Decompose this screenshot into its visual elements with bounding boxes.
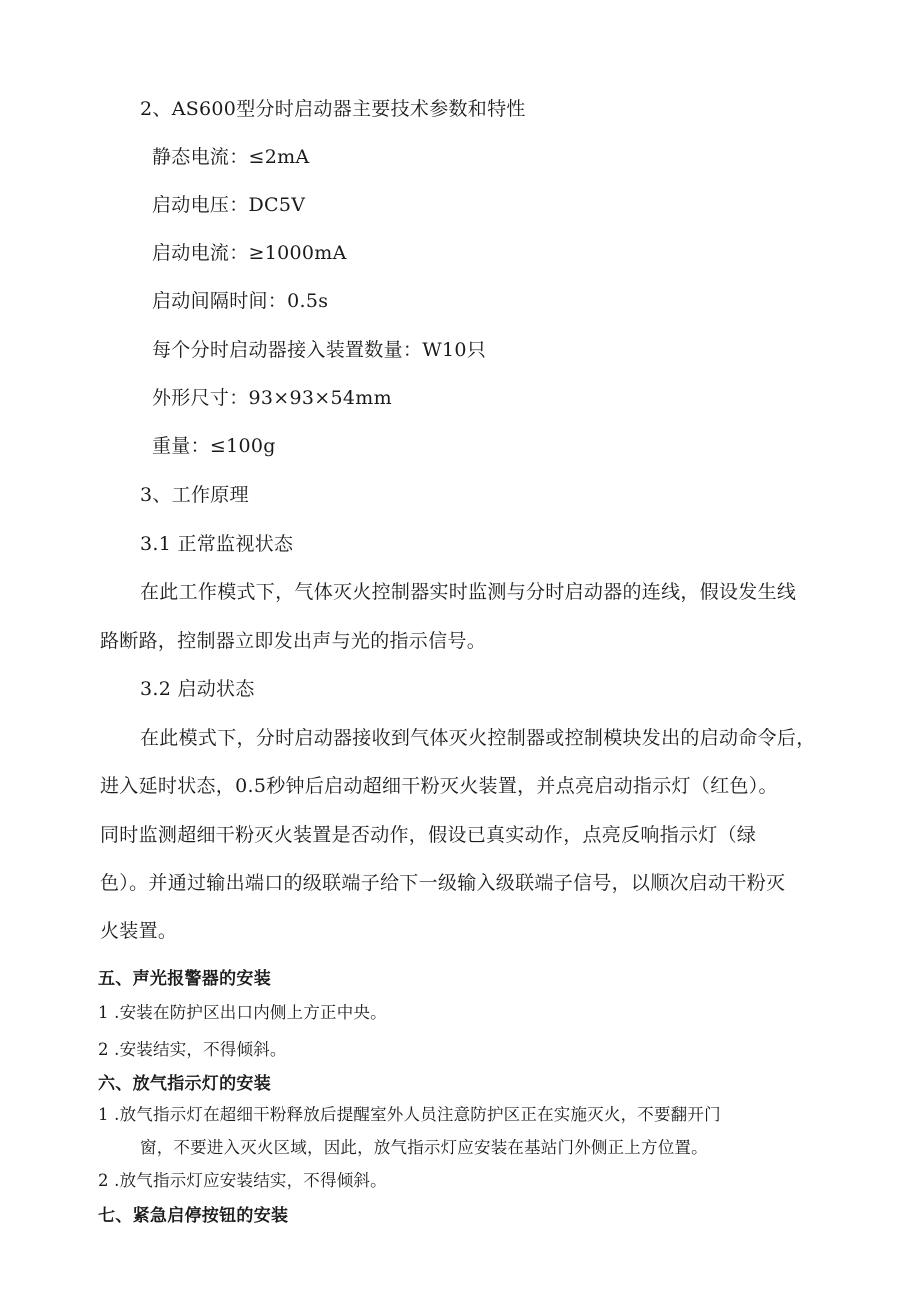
subsection-3-1-heading: 3.1 正常监视状态 xyxy=(140,533,294,555)
spec-dimensions: 外形尺寸：93×93×54mm xyxy=(152,387,392,409)
paragraph-line: 路断路，控制器立即发出声与光的指示信号。 xyxy=(100,630,487,652)
subsection-3-2-heading: 3.2 启动状态 xyxy=(140,678,255,700)
list-item-continuation: 窗，不要进入灭火区域，因此，放气指示灯应安装在基站门外侧正上方位置。 xyxy=(140,1138,708,1157)
section-6-heading: 六、放气指示灯的安装 xyxy=(98,1074,271,1094)
paragraph-line: 同时监测超细干粉灭火装置是否动作，假设已真实动作，点亮反响指示灯（绿 xyxy=(100,824,757,846)
paragraph-line: 色）。并通过输出端口的级联端子给下一级输入级联端子信号，以顺次启动干粉灭 xyxy=(100,872,786,894)
section-7-heading: 七、紧急启停按钮的安装 xyxy=(98,1206,289,1226)
list-item: 2 .安装结实，不得倾斜。 xyxy=(98,1040,287,1059)
list-item: 1 .安装在防护区出口内侧上方正中央。 xyxy=(98,1003,387,1022)
paragraph-line: 火装置。 xyxy=(100,920,178,942)
spec-static-current: 静态电流：≤2mA xyxy=(152,146,310,168)
section-5-heading: 五、声光报警器的安装 xyxy=(98,969,271,989)
list-item: 2 .放气指示灯应安装结实，不得倾斜。 xyxy=(98,1171,387,1190)
spec-start-current: 启动电流：≥1000mA xyxy=(152,242,347,264)
paragraph-line: 在此模式下，分时启动器接收到气体灭火控制器或控制模块发出的启动命令后， xyxy=(140,727,816,749)
section-2-heading: 2、AS600型分时启动器主要技术参数和特性 xyxy=(140,98,526,120)
spec-devices-per-starter: 每个分时启动器接入装置数量：W10只 xyxy=(152,339,487,361)
spec-start-interval: 启动间隔时间：0.5s xyxy=(152,290,329,312)
paragraph-line: 进入延时状态，0.5秒钟后启动超细干粉灭火装置，并点亮启动指示灯（红色）。 xyxy=(100,775,778,797)
spec-start-voltage: 启动电压：DC5V xyxy=(152,194,306,216)
section-3-heading: 3、工作原理 xyxy=(140,484,249,506)
spec-weight: 重量：≤100g xyxy=(152,435,276,457)
paragraph-line: 在此工作模式下，气体灭火控制器实时监测与分时启动器的连线，假设发生线 xyxy=(140,581,797,603)
list-item: 1 .放气指示灯在超细干粉释放后提醒室外人员注意防护区正在实施灭火，不要翻开门 xyxy=(98,1105,721,1124)
